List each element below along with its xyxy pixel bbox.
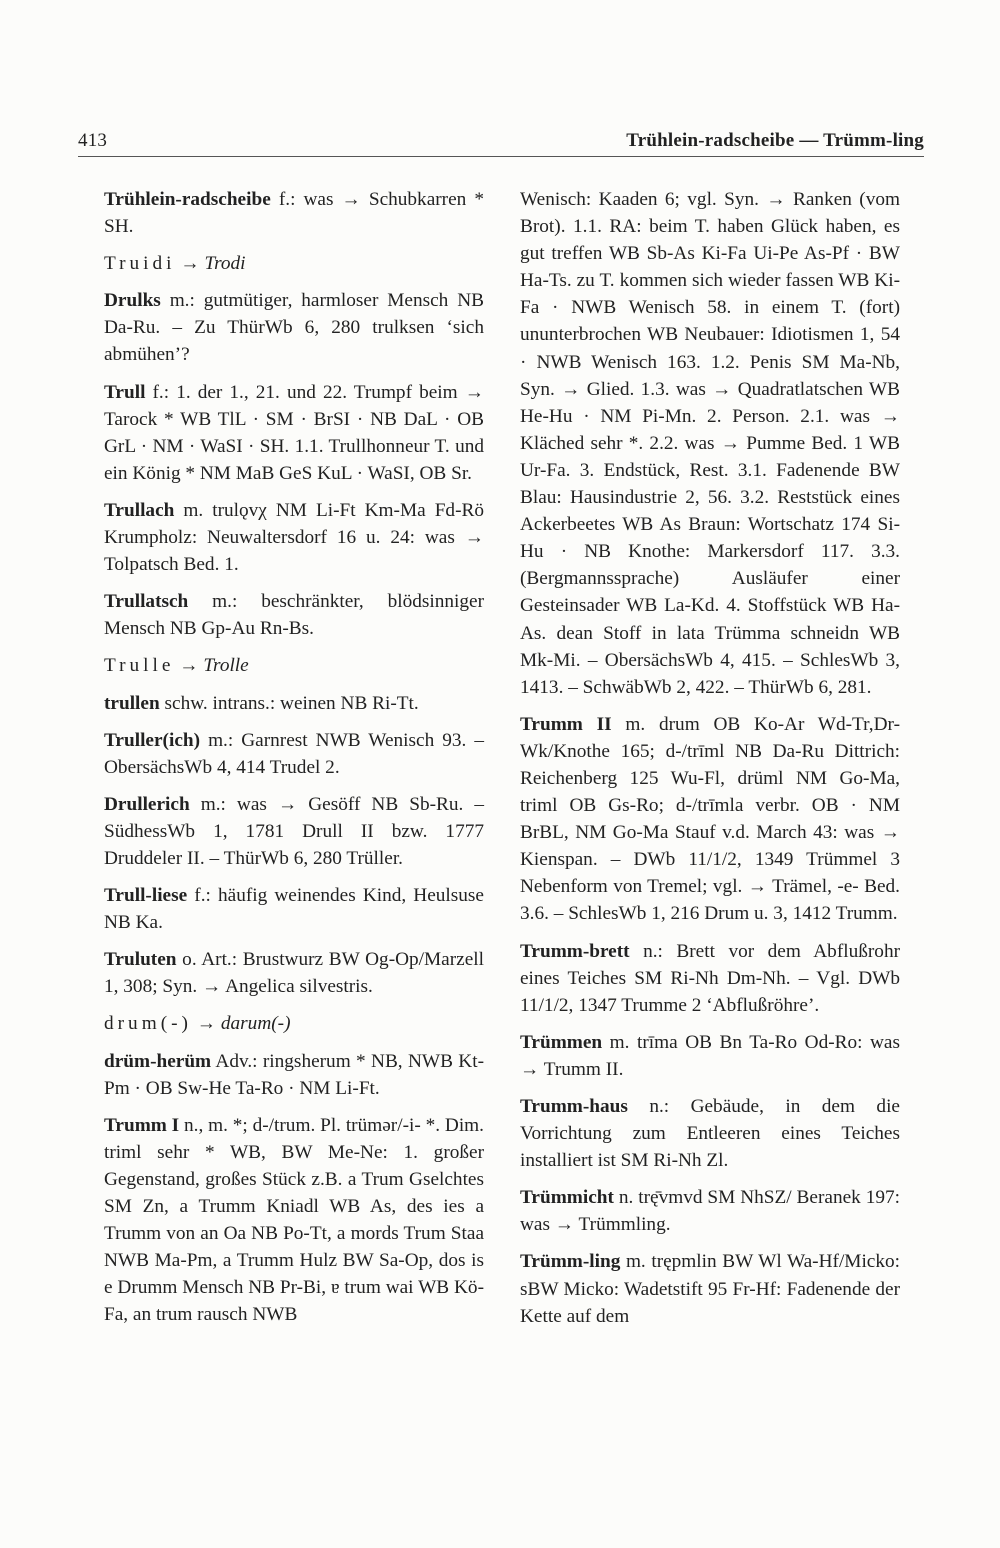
page-number: 413	[78, 130, 108, 151]
entry-text: m.: was → Gesöff NB Sb-Ru. – SüdhessWb 1, 1781 Drull II bzw. 1777 Druddeler II. – ThürWb 6, 280 Trüller.	[104, 793, 484, 869]
dictionary-entry	[520, 1184, 900, 1238]
dictionary-entry	[520, 1029, 900, 1083]
dictionary-entry	[104, 287, 484, 368]
entry-text: n.: Brett vor dem Abflußrohr eines Teiches SM Ri-Nh Dm-Nh. – Vgl. DWb 11/1/2, 1347 Trumme 2 ‘Abflußröhre’.	[520, 940, 901, 1016]
entry-lemma: trullen	[104, 692, 160, 714]
entry-lemma: drum(-)	[104, 1013, 192, 1035]
dictionary-entry	[104, 1112, 484, 1329]
dictionary-entry	[520, 1248, 900, 1329]
right-column	[520, 186, 900, 1340]
entry-lemma: Trull	[104, 381, 146, 403]
entry-text: n., m. *; d-/trum. Pl. trümər/-i- *. Dim. triml sehr * WB, BW Me-Ne: 1. großer Gegenstand, großes Stück z.B. a Trum Gselchtes SM Zn, a Trumm Kniadl WB As, des ies a Trumm von an Oa NB Po-Tt, a mords Trum Staa NWB Ma-Pm, a Trumm Hulz BW Sa-Op, dos is e Drumm Mensch NB Pr-Bi, ɐ trum wai WB Kö-Fa, an trum rausch NWB	[104, 1114, 484, 1326]
entry-lemma: Trümmicht	[520, 1187, 614, 1209]
entry-lemma: Trumm I	[104, 1114, 180, 1136]
dictionary-entry	[104, 727, 484, 781]
entry-text: schw. intrans.: weinen NB Ri-Tt.	[164, 692, 419, 714]
entry-text: m.: beschränkter, blödsinniger Mensch NB Gp-Au Rn-Bs.	[104, 591, 484, 640]
dictionary-entry	[104, 690, 484, 717]
entry-text: m. drum OB Ko-Ar Wd-Tr,Dr-Wk/Knothe 165; d-/trīml NB Da-Ru Dittrich: Reichenberg 125 Wu-Fl, drüml NM Go-Ma, triml OB Gs-Ro; d-/trīmla verbr. OB · NM BrBL, NM Go-Ma Stauf v.d. March 43: was → Kienspan. – DWb 11/1/2, 1349 Trümmel 3 Nebenform von Tremel; vgl. → Trämel, -e- Bed. 3.6. – SchlesWb 1, 216 Drum u. 3, 1412 Trumm.	[520, 713, 900, 925]
entry-text: Wenisch: Kaaden 6; vgl. Syn. → Ranken (vom Brot). 1.1. RA: beim T. haben Glück haben, es gut treffen WB Sb-As Ki-Fa Ui-Pe As-Pf · BW Ha-Ts. zu T. kommen sich wieder fassen WB Ki-Fa · NWB Wenisch 58. in einem T. (fort) ununterbrochen WB Neubauer: Idiotismen 1, 54 · NWB Wenisch 163. 1.2. Penis SM Ma-Nb, Syn. → Glied. 1.3. was → Quadratlatschen WB He-Hu · NM Pi-Mn. 2. Person. 2.1. was → Kläched sehr *. 2.2. was → Pumme Bed. 1 WB Ur-Fa. 3. Endstück, Rest. 3.1. Fadenende BW Blau: Hausindustrie 2, 56. 3.2. Reststück eines Ackerbeetes WB As Braun: Wortschatz 174 Si-Hu · NB Knothe: Markersdorf 117. 3.3. (Bergmannssprache) Ausläufer einer Gesteinsader WB La-Kd. 4. Stoffstück WB Ha-As. dean Stoff in lata Trümma schneidn WB Mk-Mi. – ObersächsWb 4, 415. – SchlesWb 3, 1413. – SchwäbWb 2, 422. – ThürWb 6, 281.	[520, 189, 900, 698]
dictionary-entry	[104, 946, 484, 1000]
entry-text: f.: was → Schubkarren * SH.	[104, 189, 484, 238]
entry-lemma: Truller(ich)	[104, 729, 201, 751]
entry-text: n. trę̄vmvd SM NhSZ/ Beranek 197: was → Trümmling.	[520, 1187, 901, 1236]
entry-lemma: Trumm-brett	[520, 940, 630, 962]
entry-lemma: Trullatsch	[104, 591, 189, 613]
dictionary-entry	[104, 497, 484, 578]
entry-text: m. trīma OB Bn Ta-Ro Od-Ro: was → Trumm II.	[520, 1031, 900, 1080]
dictionary-entry	[104, 652, 484, 679]
entry-text: f.: 1. der 1., 21. und 22. Trumpf beim → Tarock * WB TlL · SM · BrSI · NB DaL · OB GrL · NM · WaSI · SH. 1.1. Trullhonneur T. und ein König * NM MaB GeS KuL · WaSI, OB Sr.	[104, 381, 484, 484]
entry-lemma: Trumm-haus	[520, 1096, 628, 1117]
entry-text: n.: Gebäude, in dem die Vorrichtung zum Entleeren eines Teiches installiert ist SM Ri-Nh Zl.	[520, 1096, 900, 1172]
entry-text: m. trulǫvχ NM Li-Ft Km-Ma Fd-Rö Krumpholz: Neuwaltersdorf 16 u. 24: was → Tolpatsch Bed. 1.	[104, 499, 484, 576]
dictionary-entry	[104, 186, 484, 240]
dictionary-entry-continuation	[520, 186, 900, 701]
entry-lemma: Trulle	[104, 655, 175, 677]
left-column	[104, 186, 484, 1338]
running-title: Trühlein-radscheibe — Trümm-ling	[626, 130, 924, 151]
entry-lemma: Trumm II	[520, 713, 612, 735]
entry-lemma: Trümmen	[520, 1031, 603, 1053]
entry-lemma: Drulks	[104, 290, 161, 312]
dictionary-entry	[104, 588, 484, 642]
entry-text: o. Art.: Brustwurz BW Og-Op/Marzell 1, 308; Syn. → Angelica silvestris.	[104, 949, 484, 998]
dictionary-entry	[104, 882, 484, 936]
running-header	[78, 128, 924, 157]
entry-text: f.: häufig weinendes Kind, Heulsuse NB Ka.	[104, 885, 484, 934]
entry-text: Adv.: ringsherum * NB, NWB Kt-Pm · OB Sw-He Ta-Ro · NM Li-Ft.	[104, 1050, 484, 1099]
entry-text: m.: Garnrest NWB Wenisch 93. – ObersächsWb 4, 414 Trudel 2.	[104, 729, 484, 778]
entry-text: → Trolle	[179, 655, 249, 677]
dictionary-entry	[520, 1093, 900, 1174]
dictionary-entry	[104, 1010, 484, 1037]
entry-lemma: Trull-liese	[104, 885, 188, 907]
entry-lemma: drüm-herüm	[104, 1050, 212, 1072]
entry-lemma: Truidi	[104, 253, 176, 275]
entry-lemma: Truluten	[104, 949, 177, 971]
entry-text: m.: gutmütiger, harmloser Mensch NB Da-Ru. – Zu ThürWb 6, 280 trulksen ‘sich abmühen’?	[104, 290, 484, 366]
entry-lemma: Trümm-ling	[520, 1251, 621, 1273]
entry-text: m. trępmlin BW Wl Wa-Hf/Micko: sBW Micko: Wadetstift 95 Fr-Hf: Fadenende der Kette auf dem	[520, 1251, 901, 1327]
entry-text: → darum(-)	[196, 1013, 291, 1035]
entry-lemma: Trühlein-radscheibe	[104, 189, 271, 210]
dictionary-entry	[104, 1048, 484, 1102]
entry-lemma: Trullach	[104, 499, 175, 521]
dictionary-entry	[104, 379, 484, 487]
dictionary-entry	[104, 791, 484, 872]
dictionary-entry	[520, 711, 900, 928]
dictionary-entry	[520, 938, 900, 1019]
entry-lemma: Drullerich	[104, 793, 190, 815]
entry-text: → Trodi	[180, 253, 246, 275]
dictionary-entry	[104, 250, 484, 277]
